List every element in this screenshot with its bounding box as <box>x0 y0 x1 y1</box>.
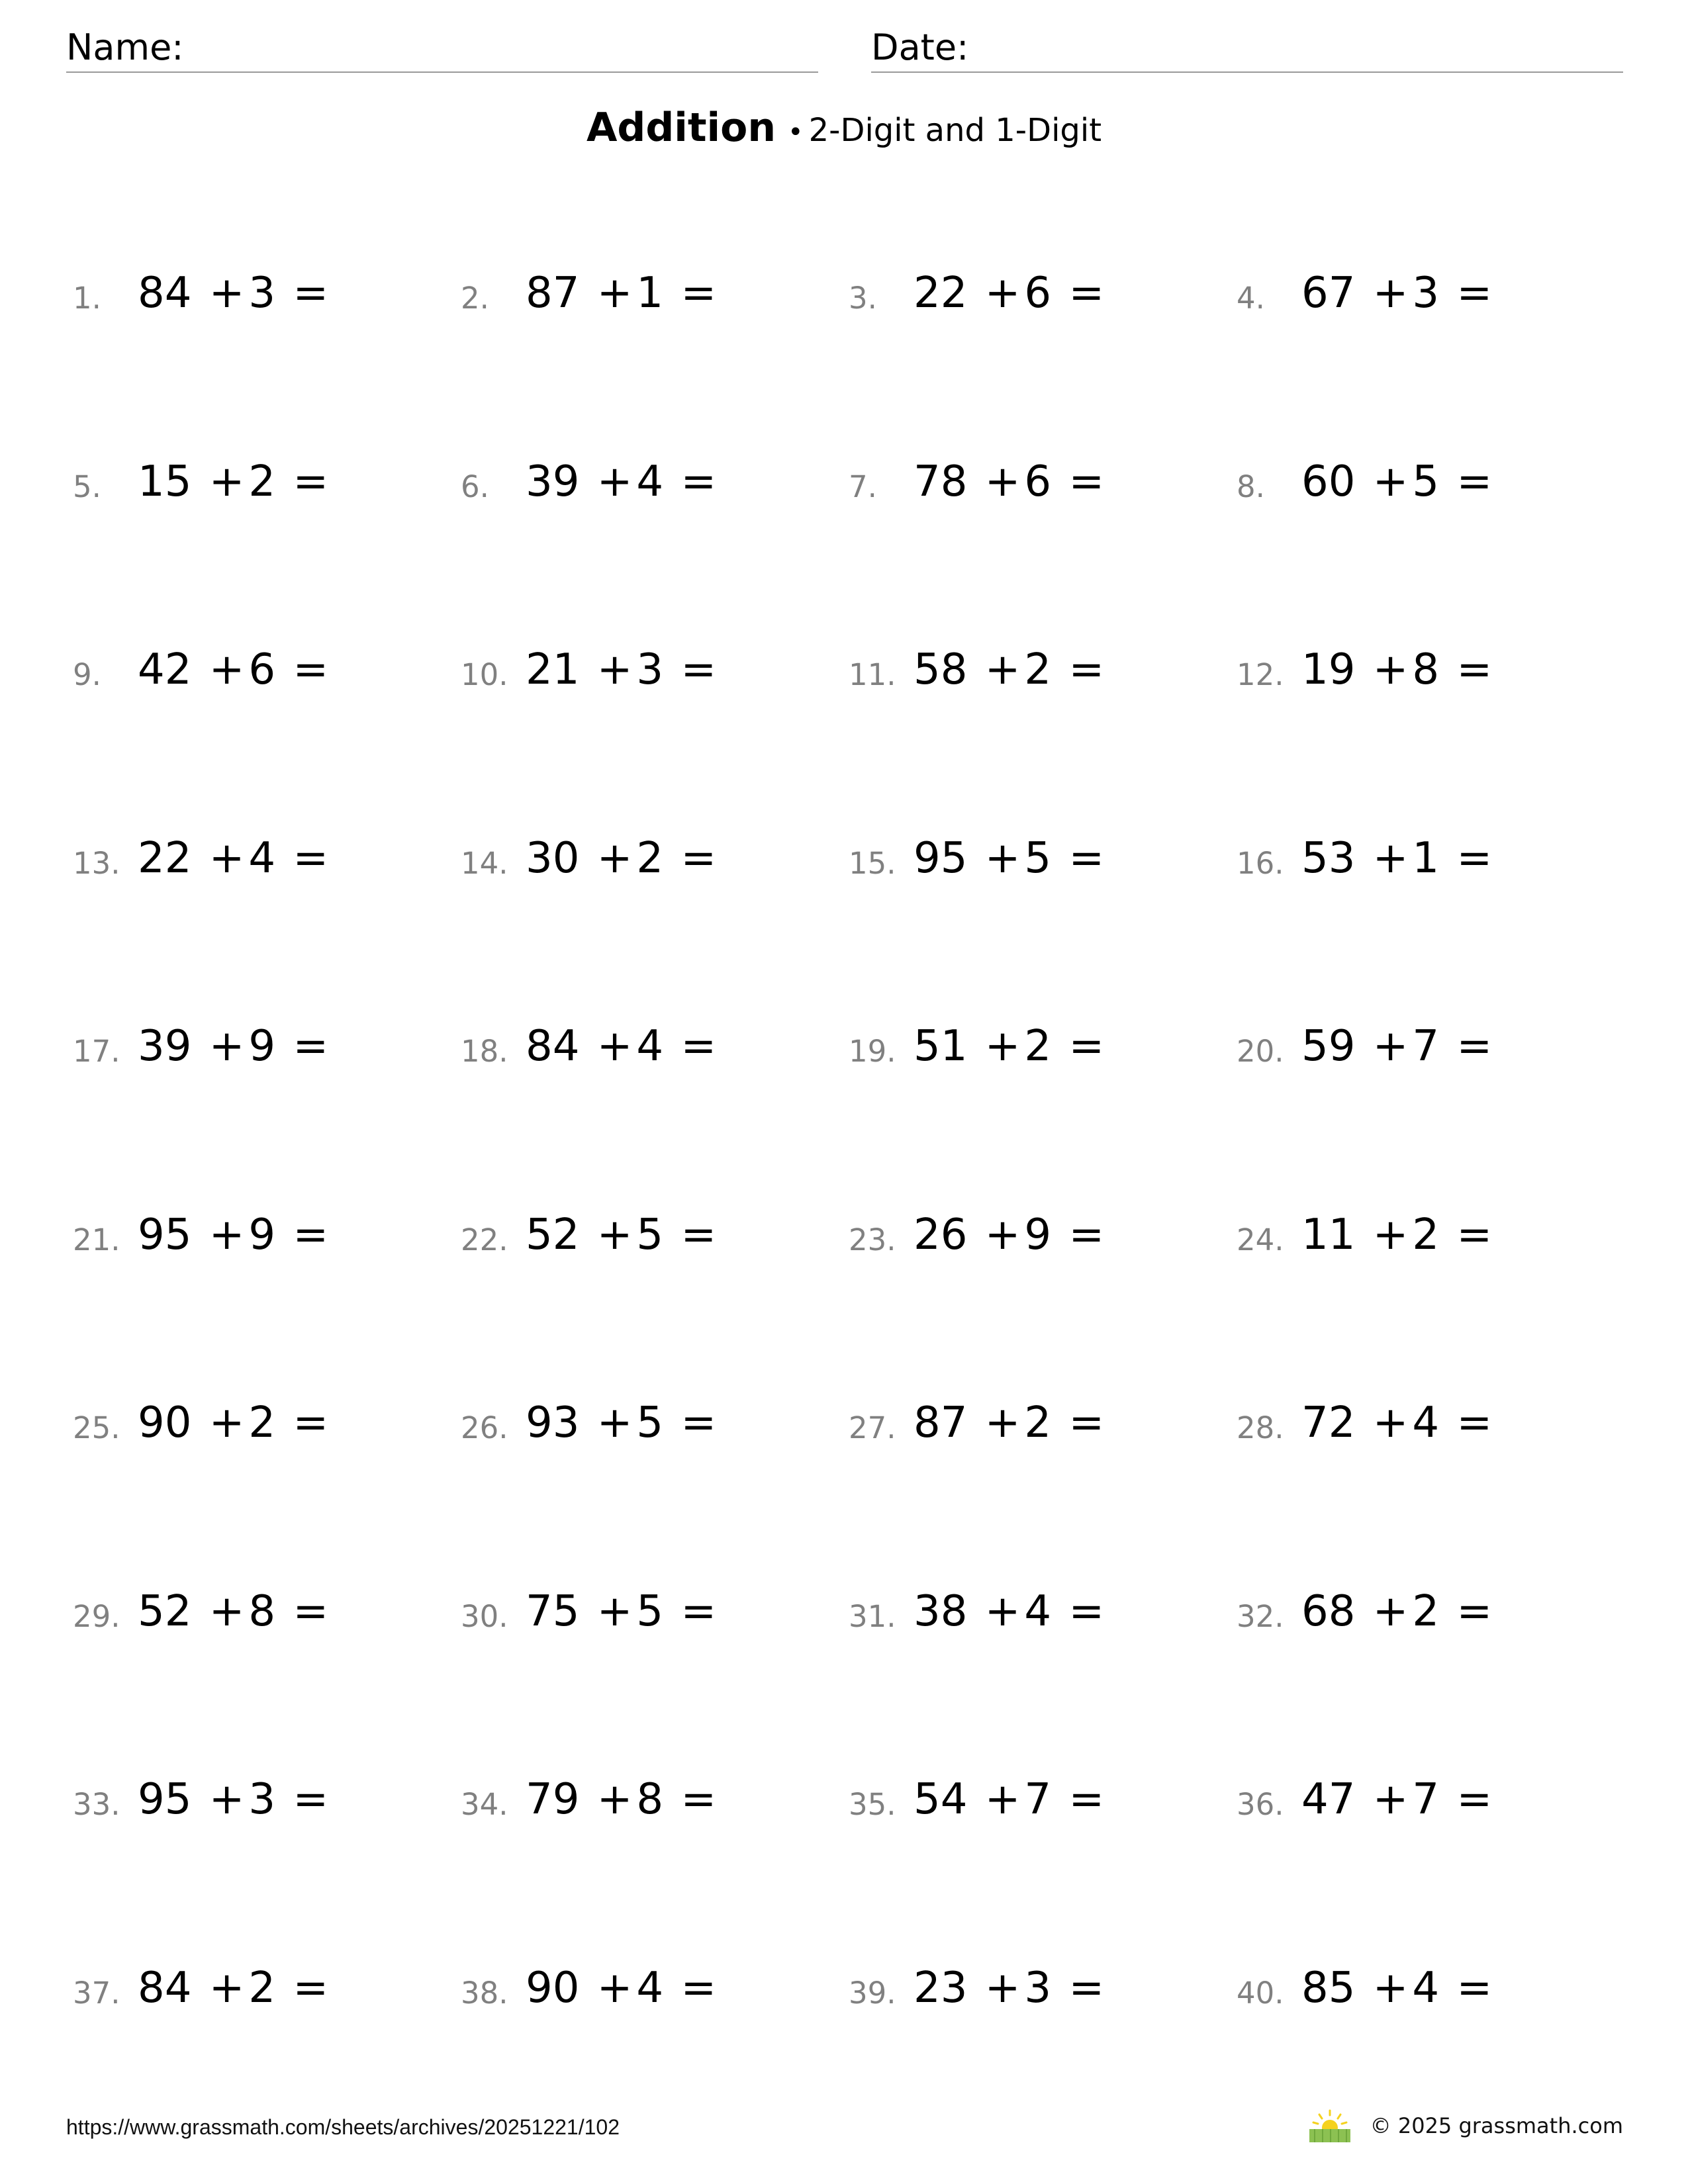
equals-sign: = <box>293 1022 329 1071</box>
problem-expression <box>1301 442 1496 522</box>
addend-a: 67 <box>1301 269 1356 318</box>
plus-operator: + <box>984 457 1021 506</box>
addend-a: 95 <box>138 1210 192 1259</box>
equals-sign: = <box>293 457 329 506</box>
addend-a: 84 <box>138 1963 192 2013</box>
problem-number: 15. <box>849 845 896 881</box>
addend-b: 9 <box>1024 1210 1052 1259</box>
equals-sign: = <box>1456 833 1493 883</box>
addend-a: 87 <box>526 269 580 318</box>
addend-a: 79 <box>526 1775 580 1824</box>
plus-operator: + <box>1372 1775 1409 1824</box>
equals-sign: = <box>293 1963 329 2013</box>
addend-b: 4 <box>248 833 276 883</box>
problem-expression <box>1301 1195 1496 1275</box>
addend-a: 95 <box>138 1775 192 1824</box>
equals-sign: = <box>293 1586 329 1636</box>
problem-number: 33. <box>73 1787 120 1822</box>
problem-expression <box>138 253 332 333</box>
problem-expression <box>914 442 1108 522</box>
addend-b: 4 <box>636 457 664 506</box>
problem-expression <box>138 442 332 522</box>
addend-a: 59 <box>1301 1022 1356 1071</box>
equals-sign: = <box>1068 1210 1105 1259</box>
problem-number: 31. <box>849 1598 896 1634</box>
problem-number: 29. <box>73 1598 120 1634</box>
problem-expression <box>526 442 720 522</box>
problem-expression <box>526 1572 720 1651</box>
problem-number: 13. <box>73 845 120 881</box>
problem-number: 32. <box>1237 1598 1284 1634</box>
addend-b: 7 <box>1412 1775 1440 1824</box>
addend-a: 30 <box>526 833 580 883</box>
plus-operator: + <box>596 833 633 883</box>
addend-b: 2 <box>636 833 664 883</box>
plus-operator: + <box>209 1022 245 1071</box>
addend-a: 39 <box>138 1022 192 1071</box>
problem-number: 34. <box>461 1787 508 1822</box>
addend-b: 2 <box>248 1963 276 2013</box>
equals-sign: = <box>1456 1210 1493 1259</box>
plus-operator: + <box>1372 1963 1409 2013</box>
problem-number: 14. <box>461 845 508 881</box>
plus-operator: + <box>1372 1022 1409 1071</box>
equals-sign: = <box>680 1398 717 1447</box>
problem-expression <box>526 819 720 898</box>
problem-expression <box>914 253 1108 333</box>
equals-sign: = <box>1068 1398 1105 1447</box>
addend-a: 52 <box>138 1586 192 1636</box>
problem-number: 20. <box>1237 1034 1284 1069</box>
addend-b: 5 <box>1412 457 1440 506</box>
equals-sign: = <box>680 833 717 883</box>
plus-operator: + <box>1372 833 1409 883</box>
problem-number: 7. <box>849 469 877 504</box>
plus-operator: + <box>1372 457 1409 506</box>
plus-operator: + <box>596 1022 633 1071</box>
equals-sign: = <box>293 1775 329 1824</box>
problem-expression <box>526 1383 720 1463</box>
problem-number: 12. <box>1237 657 1284 692</box>
addend-a: 52 <box>526 1210 580 1259</box>
footer-brand <box>1307 2107 1623 2144</box>
addend-b: 5 <box>636 1398 664 1447</box>
addend-a: 68 <box>1301 1586 1356 1636</box>
equals-sign: = <box>1068 269 1105 318</box>
addend-b: 1 <box>636 269 664 318</box>
problem-number: 25. <box>73 1410 120 1445</box>
equals-sign: = <box>1068 457 1105 506</box>
plus-operator: + <box>596 269 633 318</box>
problem-number: 8. <box>1237 469 1265 504</box>
addend-a: 90 <box>526 1963 580 2013</box>
problem-expression <box>138 1760 332 1839</box>
equals-sign: = <box>1068 1775 1105 1824</box>
addend-a: 19 <box>1301 645 1356 694</box>
equals-sign: = <box>1456 269 1493 318</box>
addend-b: 2 <box>248 1398 276 1447</box>
problem-number: 28. <box>1237 1410 1284 1445</box>
problem-expression <box>914 1195 1108 1275</box>
plus-operator: + <box>984 1586 1021 1636</box>
equals-sign: = <box>680 645 717 694</box>
equals-sign: = <box>293 833 329 883</box>
plus-operator: + <box>209 833 245 883</box>
addend-b: 2 <box>1412 1210 1440 1259</box>
addend-a: 84 <box>526 1022 580 1071</box>
problem-expression <box>1301 819 1496 898</box>
addend-b: 2 <box>1024 645 1052 694</box>
problem-expression <box>526 630 720 709</box>
addend-a: 90 <box>138 1398 192 1447</box>
addend-b: 8 <box>1412 645 1440 694</box>
plus-operator: + <box>984 1775 1021 1824</box>
problem-expression <box>526 1195 720 1275</box>
addend-b: 4 <box>1412 1963 1440 2013</box>
problem-number: 19. <box>849 1034 896 1069</box>
problem-number: 35. <box>849 1787 896 1822</box>
problem-number: 17. <box>73 1034 120 1069</box>
problem-expression <box>1301 1007 1496 1086</box>
plus-operator: + <box>1372 269 1409 318</box>
equals-sign: = <box>1068 645 1105 694</box>
problem-number: 5. <box>73 469 101 504</box>
addend-a: 54 <box>914 1775 968 1824</box>
problem-number: 11. <box>849 657 896 692</box>
problem-expression <box>914 1007 1108 1086</box>
addend-b: 8 <box>248 1586 276 1636</box>
addend-a: 93 <box>526 1398 580 1447</box>
problem-number: 16. <box>1237 845 1284 881</box>
problem-expression <box>138 1383 332 1463</box>
equals-sign: = <box>293 645 329 694</box>
plus-operator: + <box>1372 1398 1409 1447</box>
plus-operator: + <box>1372 1210 1409 1259</box>
problem-number: 37. <box>73 1975 120 2011</box>
equals-sign: = <box>680 1775 717 1824</box>
addend-b: 6 <box>1024 457 1052 506</box>
problem-number: 39. <box>849 1975 896 2011</box>
addend-b: 2 <box>1412 1586 1440 1636</box>
addend-b: 4 <box>636 1963 664 2013</box>
addend-a: 58 <box>914 645 968 694</box>
problem-expression <box>138 630 332 709</box>
addend-a: 84 <box>138 269 192 318</box>
problem-expression <box>914 1948 1108 2028</box>
problem-expression <box>526 1007 720 1086</box>
plus-operator: + <box>984 1963 1021 2013</box>
addend-a: 39 <box>526 457 580 506</box>
plus-operator: + <box>596 1398 633 1447</box>
worksheet-title <box>0 105 1688 151</box>
addend-a: 47 <box>1301 1775 1356 1824</box>
addend-b: 7 <box>1024 1775 1052 1824</box>
addend-b: 2 <box>1024 1398 1052 1447</box>
equals-sign: = <box>680 1022 717 1071</box>
addend-b: 9 <box>248 1022 276 1071</box>
addend-b: 4 <box>636 1022 664 1071</box>
addend-b: 5 <box>636 1586 664 1636</box>
problem-expression <box>138 1195 332 1275</box>
problem-number: 2. <box>461 281 489 316</box>
problem-number: 3. <box>849 281 877 316</box>
addend-a: 23 <box>914 1963 968 2013</box>
equals-sign: = <box>293 1210 329 1259</box>
addend-b: 3 <box>1024 1963 1052 2013</box>
addend-b: 9 <box>248 1210 276 1259</box>
equals-sign: = <box>1068 1586 1105 1636</box>
problem-number: 26. <box>461 1410 508 1445</box>
plus-operator: + <box>984 269 1021 318</box>
addend-a: 15 <box>138 457 192 506</box>
plus-operator: + <box>984 645 1021 694</box>
addend-a: 26 <box>914 1210 968 1259</box>
equals-sign: = <box>680 457 717 506</box>
problem-expression <box>1301 1383 1496 1463</box>
problem-expression <box>914 819 1108 898</box>
problem-expression <box>1301 630 1496 709</box>
problem-number: 40. <box>1237 1975 1284 2011</box>
addend-a: 85 <box>1301 1963 1356 2013</box>
plus-operator: + <box>596 1775 633 1824</box>
date-field[interactable] <box>871 24 1623 73</box>
plus-operator: + <box>209 457 245 506</box>
problem-expression <box>526 253 720 333</box>
problem-number: 18. <box>461 1034 508 1069</box>
equals-sign: = <box>1456 457 1493 506</box>
problem-number: 36. <box>1237 1787 1284 1822</box>
problem-number: 27. <box>849 1410 896 1445</box>
plus-operator: + <box>209 1775 245 1824</box>
problem-expression <box>914 1760 1108 1839</box>
problem-number: 22. <box>461 1222 508 1257</box>
plus-operator: + <box>209 645 245 694</box>
problem-expression <box>1301 1948 1496 2028</box>
addend-a: 22 <box>914 269 968 318</box>
plus-operator: + <box>984 1398 1021 1447</box>
plus-operator: + <box>1372 645 1409 694</box>
problem-expression <box>526 1760 720 1839</box>
addend-a: 53 <box>1301 833 1356 883</box>
addend-b: 5 <box>636 1210 664 1259</box>
problem-number: 24. <box>1237 1222 1284 1257</box>
equals-sign: = <box>1068 833 1105 883</box>
plus-operator: + <box>209 1963 245 2013</box>
problem-number: 38. <box>461 1975 508 2011</box>
equals-sign: = <box>1456 645 1493 694</box>
problem-expression <box>526 1948 720 2028</box>
addend-a: 75 <box>526 1586 580 1636</box>
problem-number: 21. <box>73 1222 120 1257</box>
addend-a: 51 <box>914 1022 968 1071</box>
equals-sign: = <box>1456 1022 1493 1071</box>
addend-a: 72 <box>1301 1398 1356 1447</box>
addend-b: 3 <box>636 645 664 694</box>
addend-a: 78 <box>914 457 968 506</box>
addend-b: 6 <box>248 645 276 694</box>
plus-operator: + <box>596 1963 633 2013</box>
plus-operator: + <box>596 645 633 694</box>
problem-number: 10. <box>461 657 508 692</box>
problem-expression <box>914 1572 1108 1651</box>
problem-expression <box>138 1007 332 1086</box>
problem-number: 9. <box>73 657 101 692</box>
addend-a: 22 <box>138 833 192 883</box>
problem-number: 30. <box>461 1598 508 1634</box>
problem-expression <box>914 630 1108 709</box>
equals-sign: = <box>1456 1775 1493 1824</box>
addend-a: 38 <box>914 1586 968 1636</box>
addend-a: 60 <box>1301 457 1356 506</box>
addend-b: 2 <box>1024 1022 1052 1071</box>
problem-expression <box>138 819 332 898</box>
footer-url: https://www.grassmath.com/sheets/archives/20251221/102 <box>66 2115 620 2139</box>
problem-number: 4. <box>1237 281 1265 316</box>
addend-b: 3 <box>248 269 276 318</box>
problem-number: 1. <box>73 281 101 316</box>
name-label: Name: <box>66 26 184 68</box>
addend-b: 5 <box>1024 833 1052 883</box>
addend-b: 1 <box>1412 833 1440 883</box>
equals-sign: = <box>293 269 329 318</box>
sun-over-grass-icon <box>1307 2109 1353 2142</box>
addend-a: 42 <box>138 645 192 694</box>
addend-b: 7 <box>1412 1022 1440 1071</box>
problem-expression <box>1301 1760 1496 1839</box>
equals-sign: = <box>293 1398 329 1447</box>
addend-b: 3 <box>248 1775 276 1824</box>
addend-a: 87 <box>914 1398 968 1447</box>
addend-a: 21 <box>526 645 580 694</box>
title-main: Addition <box>586 105 776 151</box>
equals-sign: = <box>680 1210 717 1259</box>
problem-number: 6. <box>461 469 489 504</box>
plus-operator: + <box>596 457 633 506</box>
title-subtitle: 2-Digit and 1-Digit <box>808 112 1102 149</box>
copyright-text: © 2025 grassmath.com <box>1370 2113 1623 2138</box>
title-separator: • <box>788 117 804 148</box>
equals-sign: = <box>680 1963 717 2013</box>
equals-sign: = <box>1068 1022 1105 1071</box>
plus-operator: + <box>984 1022 1021 1071</box>
equals-sign: = <box>1068 1963 1105 2013</box>
addend-b: 4 <box>1024 1586 1052 1636</box>
plus-operator: + <box>984 833 1021 883</box>
plus-operator: + <box>596 1210 633 1259</box>
problem-expression <box>138 1572 332 1651</box>
addend-b: 2 <box>248 457 276 506</box>
equals-sign: = <box>680 1586 717 1636</box>
equals-sign: = <box>680 269 717 318</box>
equals-sign: = <box>1456 1398 1493 1447</box>
plus-operator: + <box>209 269 245 318</box>
addend-b: 4 <box>1412 1398 1440 1447</box>
problem-expression <box>1301 1572 1496 1651</box>
problem-expression <box>914 1383 1108 1463</box>
date-label: Date: <box>871 26 969 68</box>
addend-b: 3 <box>1412 269 1440 318</box>
plus-operator: + <box>209 1586 245 1636</box>
plus-operator: + <box>1372 1586 1409 1636</box>
plus-operator: + <box>596 1586 633 1636</box>
addend-b: 8 <box>636 1775 664 1824</box>
name-field[interactable] <box>66 24 818 73</box>
plus-operator: + <box>209 1398 245 1447</box>
equals-sign: = <box>1456 1586 1493 1636</box>
plus-operator: + <box>209 1210 245 1259</box>
addend-b: 6 <box>1024 269 1052 318</box>
problem-expression <box>1301 253 1496 333</box>
addend-a: 95 <box>914 833 968 883</box>
equals-sign: = <box>1456 1963 1493 2013</box>
problem-expression <box>138 1948 332 2028</box>
addend-a: 11 <box>1301 1210 1356 1259</box>
plus-operator: + <box>984 1210 1021 1259</box>
problem-number: 23. <box>849 1222 896 1257</box>
